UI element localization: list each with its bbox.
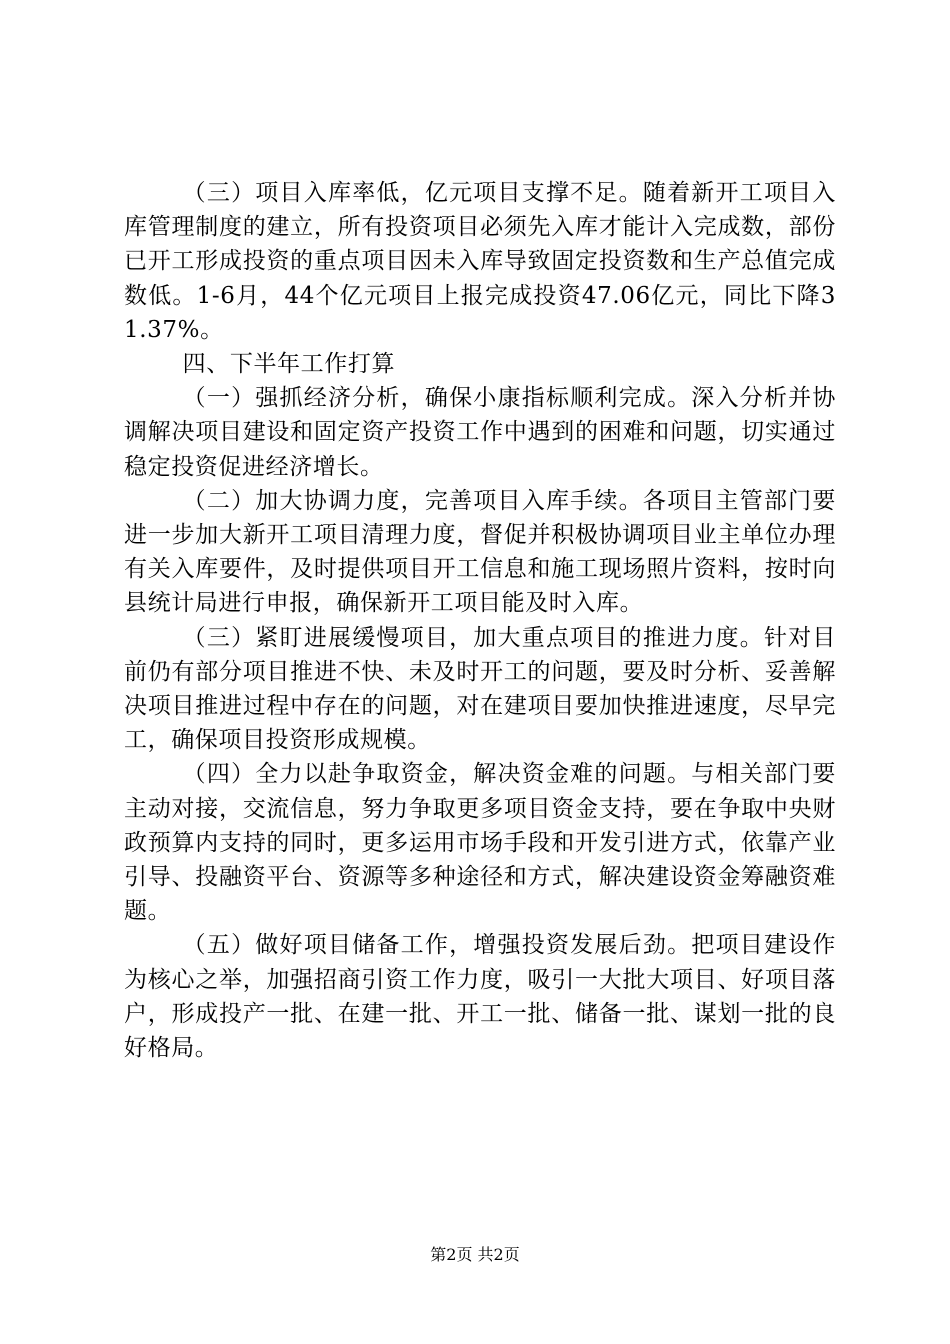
paragraph-plan-3: （三）紧盯进展缓慢项目，加大重点项目的推进力度。针对目前仍有部分项目推进不快、未及时开工的问题，要及时分析、妥善解决项目推进过程中存在的问题，对在建项目要加快推进速度，尽早完工，确保项目投资形成规模。 xyxy=(124,624,836,754)
paragraph-plan-2: （二）加大协调力度，完善项目入库手续。各项目主管部门要进一步加大新开工项目清理力度，督促并积极协调项目业主单位办理有关入库要件，及时提供项目开工信息和施工现场照片资料，按时向县统计局进行申报，确保新开工项目能及时入库。 xyxy=(124,487,836,617)
paragraph-plan-5: （五）做好项目储备工作，增强投资发展后劲。把项目建设作为核心之举，加强招商引资工作力度，吸引一大批大项目、好项目落户，形成投产一批、在建一批、开工一批、储备一批、谋划一批的良好格局。 xyxy=(124,932,836,1062)
page-number-footer: 第2页 共2页 xyxy=(430,1245,520,1264)
paragraph-plan-4: （四）全力以赴争取资金，解决资金难的问题。与相关部门要主动对接，交流信息，努力争取更多项目资金支持，要在争取中央财政预算内支持的同时，更多运用市场手段和开发引进方式，依靠产业引导、投融资平台、资源等多种途径和方式，解决建设资金筹融资难题。 xyxy=(124,761,836,925)
paragraph-problem-3: （三）项目入库率低，亿元项目支撑不足。随着新开工项目入库管理制度的建立，所有投资项目必须先入库才能计入完成数，部份已开工形成投资的重点项目因未入库导致固定投资数和生产总值完成数低。1-6月，44个亿元项目上报完成投资47.06亿元，同比下降31.37%。 xyxy=(124,180,836,343)
document-body xyxy=(124,176,836,1065)
section-heading-plan: 四、下半年工作打算 xyxy=(182,351,396,378)
paragraph-plan-1: （一）强抓经济分析，确保小康指标顺利完成。深入分析并协调解决项目建设和固定资产投资工作中遇到的困难和问题，切实通过稳定投资促进经济增长。 xyxy=(124,385,836,480)
